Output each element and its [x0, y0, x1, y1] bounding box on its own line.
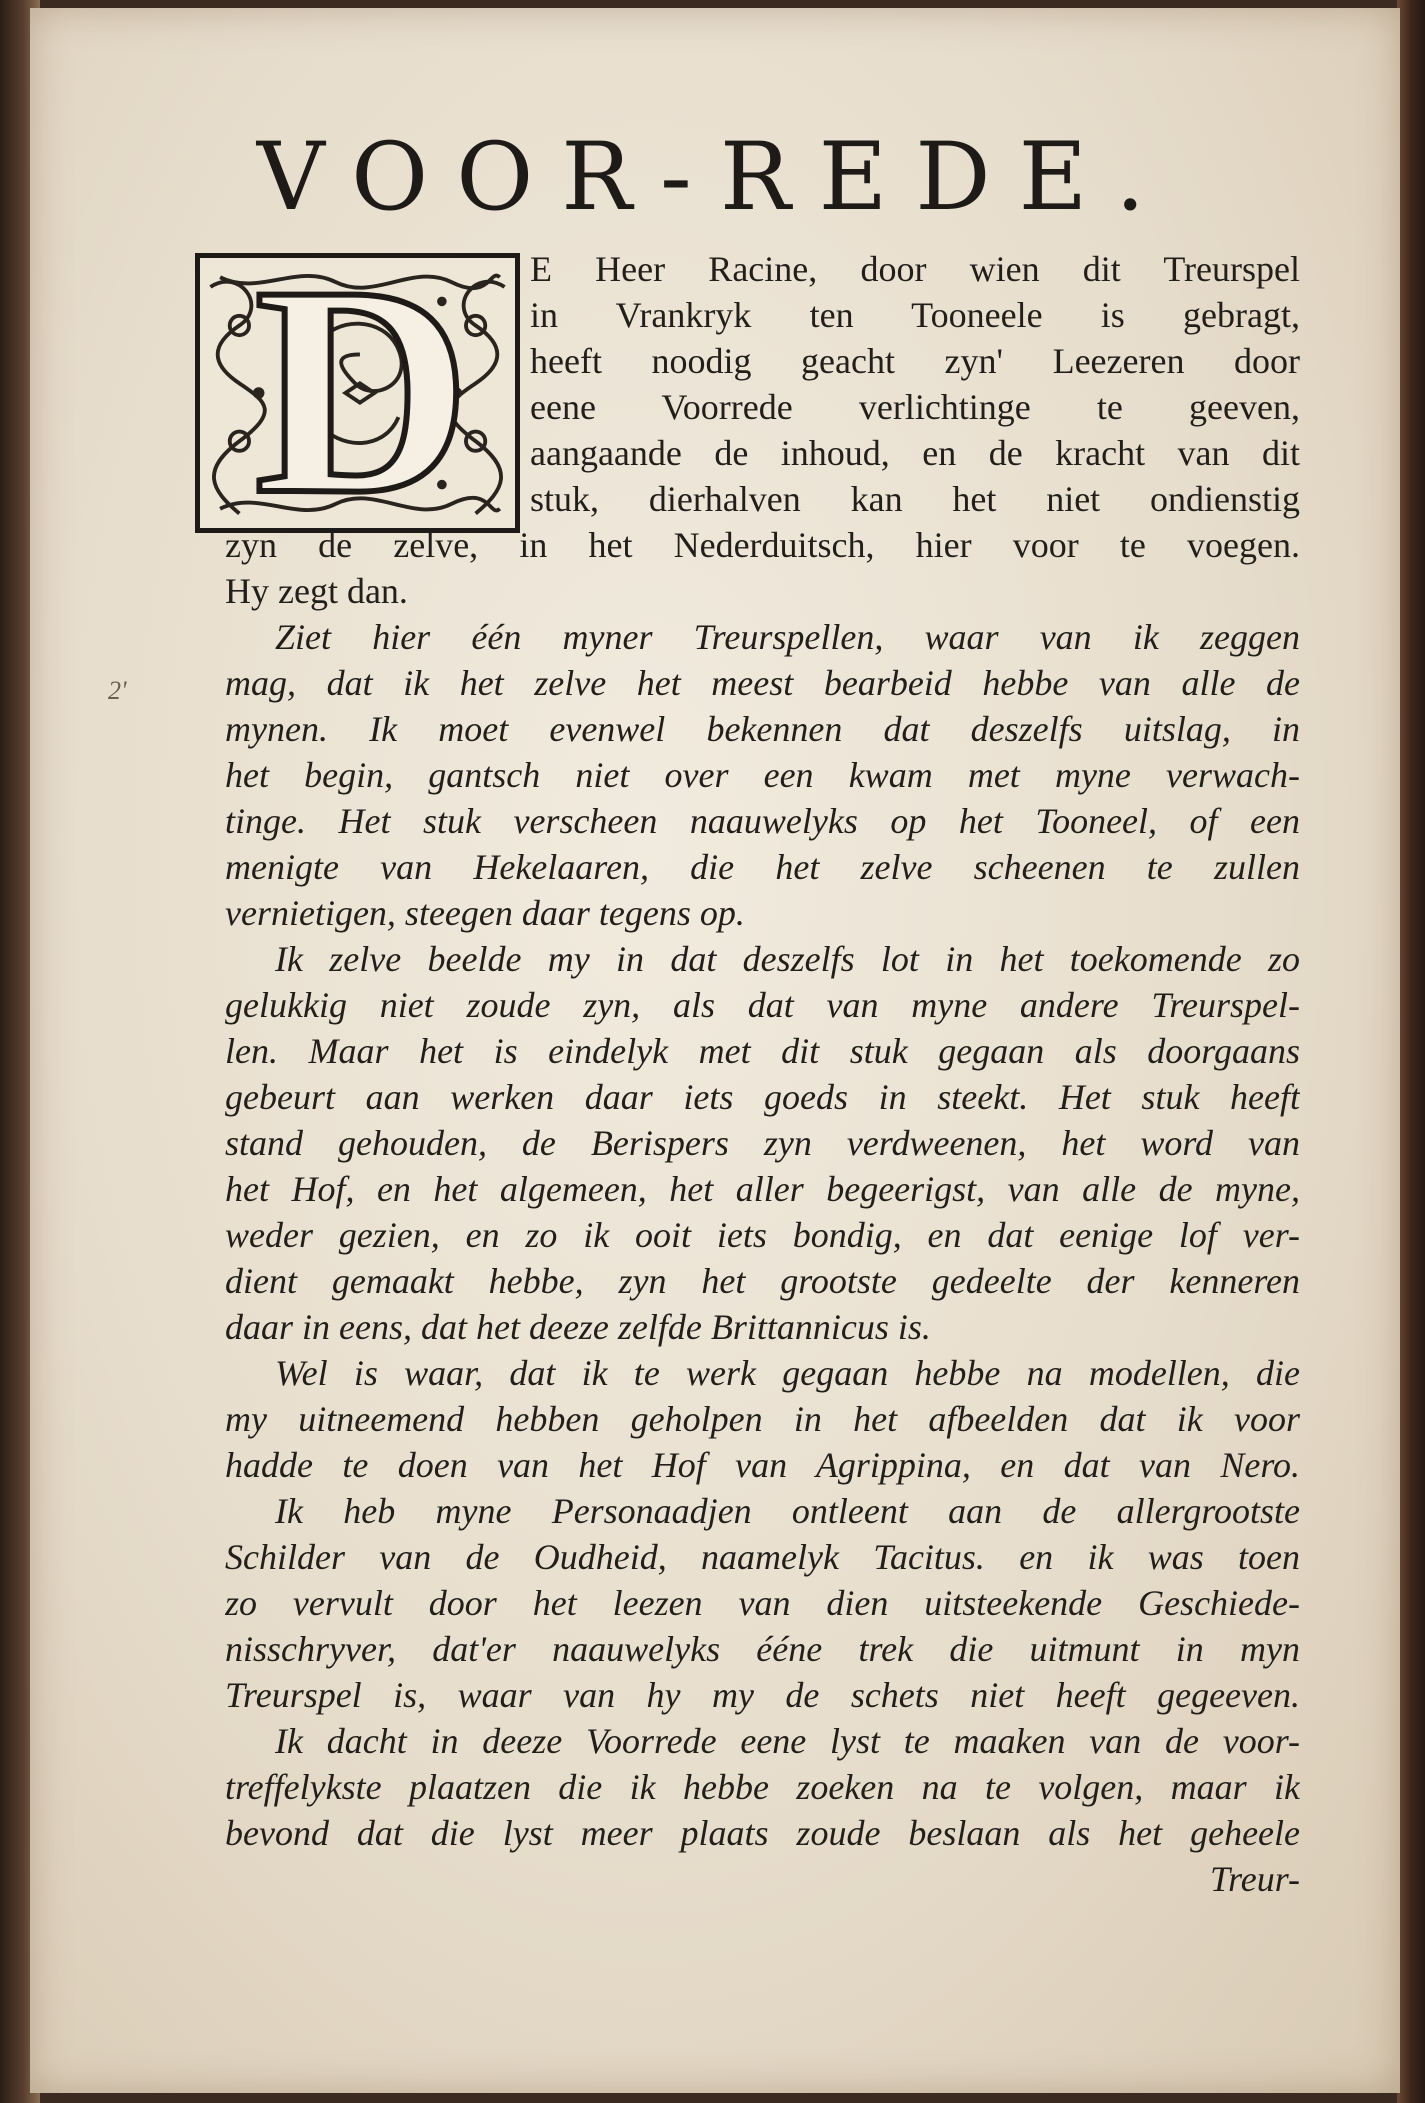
text-line: tinge. Het stuk verscheen naauwelyks op het Tooneel, of een [225, 801, 1300, 841]
text-line: zo vervult door het leezen van dien uitsteekende Geschiede- [225, 1583, 1300, 1623]
text-line: Ziet hier één myner Treurspellen, waar van ik zeggen [275, 617, 1300, 657]
text-line: Hy zegt dan. [225, 571, 408, 611]
text-line: mynen. Ik moet evenwel bekennen dat deszelfs uitslag, in [225, 709, 1300, 749]
text-line: heeft noodig geacht zyn' Leezeren door [530, 341, 1300, 381]
text-line: gebeurt aan werken daar iets goeds in steekt. Het stuk heeft [225, 1077, 1300, 1117]
text-line: E Heer Racine, door wien dit Treurspel [530, 249, 1300, 289]
text-line: zyn de zelve, in het Nederduitsch, hier voor te voegen. [225, 525, 1300, 565]
text-line: nisschryver, dat'er naauwelyks ééne trek die uitmunt in myn [225, 1629, 1300, 1669]
book-page [30, 8, 1400, 2093]
text-line: Ik heb myne Personaadjen ontleent aan de allergrootste [275, 1491, 1300, 1531]
text-line: Wel is waar, dat ik te werk gegaan hebbe na modellen, die [275, 1353, 1300, 1393]
catchword: Treur- [1210, 1859, 1300, 1899]
text-line: aangaande de inhoud, en de kracht van dit [530, 433, 1300, 473]
text-line: in Vrankryk ten Tooneele is gebragt, [530, 295, 1300, 335]
book-page-edge [1397, 0, 1425, 2103]
drop-cap-letter: D [254, 253, 471, 533]
text-line: mag, dat ik het zelve het meest bearbeid hebbe van alle de [225, 663, 1300, 703]
text-line: Ik dacht in deeze Voorrede eene lyst te maaken van de voor- [275, 1721, 1300, 1761]
text-line: len. Maar het is eindelyk met dit stuk gegaan als doorgaans [225, 1031, 1300, 1071]
text-line: my uitneemend hebben geholpen in het afbeelden dat ik voor [225, 1399, 1300, 1439]
text-line: het Hof, en het algemeen, het aller begeerigst, van alle de myne, [225, 1169, 1300, 1209]
margin-note: 2' [108, 676, 127, 705]
text-line: Treurspel is, waar van hy my de schets niet heeft gegeeven. [225, 1675, 1300, 1715]
text-line: Ik zelve beelde my in dat deszelfs lot in het toekomende zo [275, 939, 1300, 979]
page-title: VOOR-REDE. [256, 123, 1174, 232]
text-line: gelukkig niet zoude zyn, als dat van myne andere Treurspel- [225, 985, 1300, 1025]
text-line: vernietigen, steegen daar tegens op. [225, 893, 745, 933]
text-line: daar in eens, dat het deeze zelfde Brittannicus is. [225, 1307, 931, 1347]
text-line: treffelykste plaatzen die ik hebbe zoeken na te volgen, maar ik [225, 1767, 1300, 1807]
text-line: weder gezien, en zo ik ooit iets bondig, en dat eenige lof ver- [225, 1215, 1300, 1255]
text-line: Schilder van de Oudheid, naamelyk Tacitus. en ik was toen [225, 1537, 1300, 1577]
text-line: stand gehouden, de Berispers zyn verdweenen, het word van [225, 1123, 1300, 1163]
text-line: stuk, dierhalven kan het niet ondienstig [530, 479, 1300, 519]
text-line: menigte van Hekelaaren, die het zelve scheenen te zullen [225, 847, 1300, 887]
text-line: hadde te doen van het Hof van Agrippina, en dat van Nero. [225, 1445, 1300, 1485]
text-line: bevond dat die lyst meer plaats zoude beslaan als het geheele [225, 1813, 1300, 1853]
text-line: dient gemaakt hebbe, zyn het grootste gedeelte der kenneren [225, 1261, 1300, 1301]
preface-text [225, 246, 1300, 1902]
text-line: eene Voorrede verlichtinge te geeven, [530, 387, 1300, 427]
text-line: het begin, gantsch niet over een kwam met myne verwach- [225, 755, 1300, 795]
